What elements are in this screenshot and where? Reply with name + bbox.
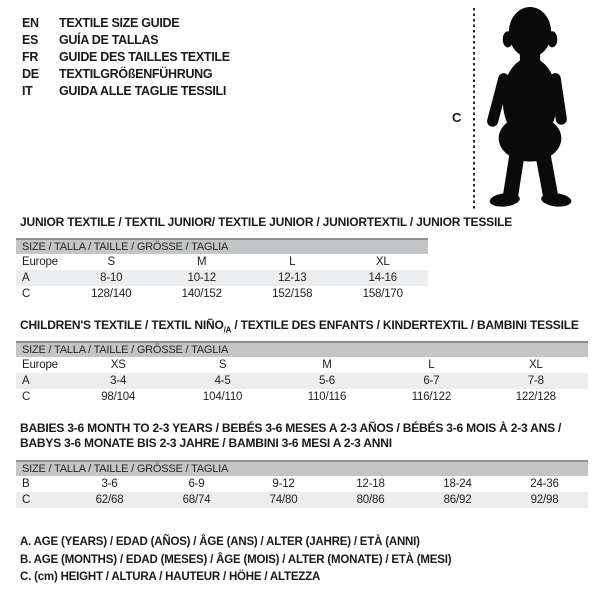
cell: 116/122 bbox=[411, 391, 452, 403]
children-section-title bbox=[20, 318, 579, 337]
cell: 10-12 bbox=[157, 270, 248, 286]
row-label: C bbox=[16, 492, 66, 508]
cell: 74/80 bbox=[240, 492, 327, 508]
size-header: SIZE / TALLA / TAILLE / GRÖSSE / TAGLIA bbox=[16, 342, 588, 357]
cell: 80/86 bbox=[327, 492, 414, 508]
cell: 86/92 bbox=[414, 492, 501, 508]
cell: 6-7 bbox=[379, 373, 483, 389]
row-label: B bbox=[22, 478, 30, 490]
row-label: C bbox=[22, 288, 31, 300]
children-title-text: CHILDREN'S TEXTILE / TEXTIL NIÑO bbox=[20, 318, 224, 332]
cell: 128/140 bbox=[91, 288, 132, 300]
cell: 14-16 bbox=[338, 270, 429, 286]
cell: 7-8 bbox=[484, 373, 588, 389]
junior-section-title: JUNIOR TEXTILE / TEXTIL JUNIOR/ TEXTILE JUNIOR / JUNIORTEXTIL / JUNIOR TESSILE bbox=[20, 215, 513, 229]
cell: 12-13 bbox=[247, 270, 338, 286]
cell: 3-6 bbox=[101, 478, 118, 490]
cell: 104/110 bbox=[202, 391, 243, 403]
cell: 3-4 bbox=[66, 373, 170, 389]
table-row bbox=[16, 389, 588, 405]
language-row-es bbox=[22, 32, 230, 49]
footnote-a: A. AGE (YEARS) / EDAD (AÑOS) / ÂGE (ANS) / ALTER (JAHRE) / ETÀ (ANNI) bbox=[20, 536, 420, 548]
language-row-it bbox=[22, 83, 230, 100]
table-row bbox=[16, 357, 588, 373]
children-size-table bbox=[16, 341, 588, 405]
size-header: SIZE / TALLA / TAILLE / GRÖSSE / TAGLIA bbox=[16, 461, 588, 476]
language-row-de bbox=[22, 66, 230, 83]
row-label: A bbox=[16, 270, 66, 286]
language-code: EN bbox=[22, 16, 39, 30]
language-code: IT bbox=[22, 84, 33, 98]
height-measure-dotted-line bbox=[473, 8, 475, 210]
cell: 62/68 bbox=[66, 492, 153, 508]
table-header-row bbox=[16, 342, 588, 357]
row-label: C bbox=[22, 391, 31, 403]
babies-section-title bbox=[20, 421, 561, 451]
language-title: TEXTILE SIZE GUIDE bbox=[59, 16, 180, 30]
babies-title-line2: BABYS 3-6 MONATE BIS 2-3 JAHRE / BAMBINI 3-6 MESI A 2-3 ANNI bbox=[20, 436, 392, 450]
cell: 24-36 bbox=[530, 478, 559, 490]
cell: 68/74 bbox=[153, 492, 240, 508]
cell: S bbox=[218, 359, 227, 371]
babies-size-table bbox=[16, 460, 588, 508]
footnote-c: C. (cm) HEIGHT / ALTURA / HAUTEUR / HÖHE / ALTEZZA bbox=[20, 571, 321, 583]
cell: 98/104 bbox=[101, 391, 136, 403]
language-title: GUIDA ALLE TAGLIE TESSILI bbox=[59, 84, 227, 98]
cell: 18-24 bbox=[443, 478, 472, 490]
size-header: SIZE / TALLA / TAILLE / GRÖSSE / TAGLIA bbox=[16, 239, 428, 254]
footnotes bbox=[20, 534, 451, 587]
language-title: GUIDE DES TAILLES TEXTILE bbox=[59, 50, 230, 64]
table-row bbox=[16, 270, 428, 286]
cell: L bbox=[428, 359, 435, 371]
cell: 92/98 bbox=[501, 492, 588, 508]
row-label: Europe bbox=[22, 256, 58, 268]
cell: 5-6 bbox=[275, 373, 379, 389]
cell: M bbox=[322, 359, 332, 371]
children-title-subscript: /A bbox=[223, 325, 232, 335]
table-row bbox=[16, 286, 428, 302]
footnote-b: B. AGE (MONTHS) / EDAD (MESES) / ÂGE (MOIS) / ALTER (MONATE) / ETÀ (MESI) bbox=[20, 553, 452, 566]
cell: 9-12 bbox=[272, 478, 295, 490]
cell: 152/158 bbox=[272, 288, 313, 300]
cell: L bbox=[289, 256, 296, 268]
table-header-row bbox=[16, 461, 588, 476]
table-row bbox=[16, 492, 588, 508]
cell: 4-5 bbox=[170, 373, 274, 389]
row-label: Europe bbox=[22, 359, 58, 371]
junior-size-table bbox=[16, 238, 428, 302]
cell: 6-9 bbox=[188, 478, 205, 490]
cell: XL bbox=[375, 256, 390, 268]
language-list bbox=[22, 15, 230, 100]
table-row bbox=[16, 476, 588, 492]
language-code: ES bbox=[22, 33, 39, 47]
language-title: TEXTILGRÖßENFÜHRUNG bbox=[59, 67, 213, 81]
cell: 158/170 bbox=[362, 288, 403, 300]
cell: 8-10 bbox=[66, 270, 157, 286]
cell: 122/128 bbox=[515, 391, 556, 403]
language-title: GUÍA DE TALLAS bbox=[59, 33, 159, 47]
language-code: FR bbox=[22, 50, 39, 64]
babies-title-line1: BABIES 3-6 MONTH TO 2-3 YEARS / BEBÉS 3-6 MESES A 2-3 AÑOS / BÉBÉS 3-6 MOIS À 2-3 ANS / bbox=[20, 421, 562, 435]
cell: S bbox=[107, 256, 115, 268]
table-header-row bbox=[16, 239, 428, 254]
children-title-text: / TEXTILE DES ENFANTS / KINDERTEXTIL / BAMBINI TESSILE bbox=[231, 318, 579, 332]
cell: 110/116 bbox=[307, 391, 347, 403]
language-row-en bbox=[22, 15, 230, 32]
language-code: DE bbox=[22, 67, 39, 81]
baby-silhouette-icon bbox=[483, 6, 575, 208]
cell: 140/152 bbox=[181, 288, 222, 300]
table-row bbox=[16, 254, 428, 270]
cell: 12-18 bbox=[356, 478, 385, 490]
cell: XS bbox=[110, 359, 126, 371]
height-measure-label: C bbox=[452, 110, 462, 125]
cell: M bbox=[197, 256, 207, 268]
row-label: A bbox=[16, 373, 66, 389]
language-row-fr bbox=[22, 49, 230, 66]
cell: XL bbox=[528, 359, 543, 371]
table-row bbox=[16, 373, 588, 389]
